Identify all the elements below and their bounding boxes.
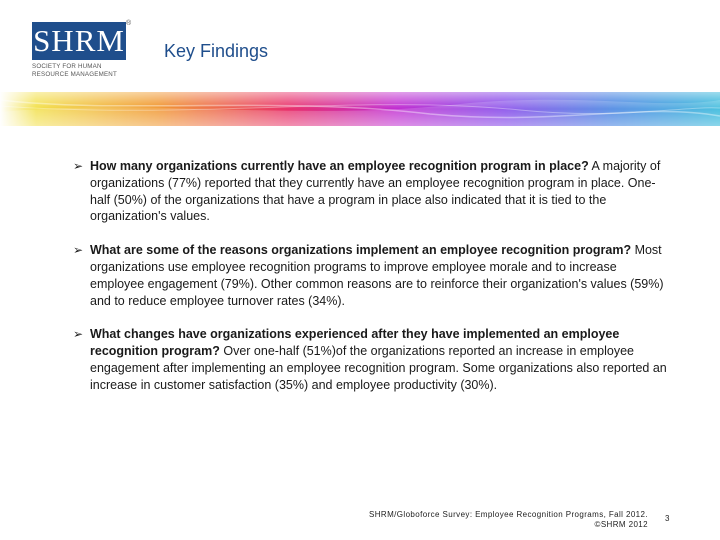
finding-item xyxy=(73,326,673,393)
finding-item xyxy=(73,158,673,225)
arrow-bullet-icon: ➢ xyxy=(73,159,84,173)
finding-answer: Most organizations use employee recognition programs to improve employee morale and to increase employee engagement (79%). Other common reasons are to reinforce their organization's values (59%) and to reduce employee turnover rates (34%). xyxy=(90,243,664,308)
finding-answer: Over one-half (51%)of the organizations reported an increase in employee engagement after implementing an employee recognition program. Some organizations also reported an increase in customer satisfaction (35%) and employee productivity (30%). xyxy=(90,344,667,392)
finding-item xyxy=(73,242,673,309)
footer-source xyxy=(369,510,648,530)
slide-title: Key Findings xyxy=(164,41,269,61)
finding-question: What are some of the reasons organizations implement an employee recognition program? xyxy=(90,243,632,258)
finding-question: How many organizations currently have an employee recognition program in place? xyxy=(90,159,589,173)
gradient-banner xyxy=(0,92,720,126)
logo-wordmark: SHRM xyxy=(33,23,125,58)
findings-list xyxy=(73,158,673,411)
logo-subtitle: SOCIETY FOR HUMAN RESOURCE MANAGEMENT xyxy=(32,63,117,78)
arrow-bullet-icon: ➢ xyxy=(73,327,84,342)
shrm-logo xyxy=(30,22,132,84)
source-citation: SHRM/Globoforce Survey: Employee Recognition Programs, Fall 2012. xyxy=(369,510,648,519)
logo-registered-mark: ® xyxy=(126,20,132,27)
finding-question: What changes have organizations experienced after they have implemented an employee recognition program? xyxy=(90,327,620,359)
copyright-notice: ©SHRM 2012 xyxy=(594,520,648,529)
finding-answer: A majority of organizations (77%) reported that they currently have an employee recognition program in place. One-half (50%) of the organizations that have a program in place also indicated that it is tied to the organization's values. xyxy=(90,159,661,224)
arrow-bullet-icon: ➢ xyxy=(73,243,84,258)
page-number: 3 xyxy=(665,514,670,523)
